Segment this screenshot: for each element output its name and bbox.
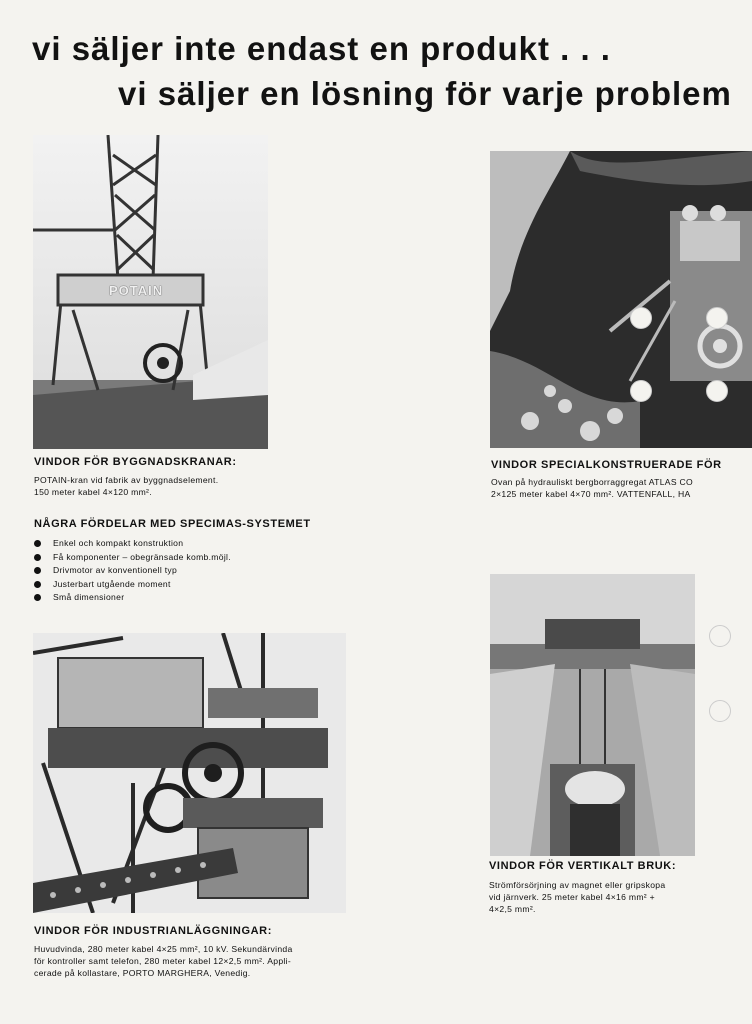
caption-line: 4×2,5 mm².: [489, 904, 536, 914]
heading-vertikalt: VINDOR FÖR VERTIKALT BRUK:: [489, 860, 677, 872]
bullet-icon: [34, 554, 41, 561]
punch-hole: [630, 380, 652, 402]
caption-line: cerade på kollastare, PORTO MARGHERA, Venedig.: [34, 968, 251, 978]
caption-line: vid järnverk. 25 meter kabel 4×16 mm² +: [489, 892, 655, 902]
punch-hole: [706, 380, 728, 402]
list-item: [34, 591, 231, 605]
list-item: [34, 578, 231, 592]
bullet-icon: [34, 581, 41, 588]
caption-vertikalt: [489, 879, 665, 915]
heading-industri: VINDOR FÖR INDUSTRIANLÄGGNINGAR:: [34, 925, 272, 937]
list-item-text: Små dimensioner: [53, 592, 125, 603]
caption-line: för kontroller samt telefon, 280 meter kabel 12×2,5 mm². Appli-: [34, 956, 292, 966]
list-item-text: Justerbart utgående moment: [53, 578, 171, 589]
bullet-icon: [34, 594, 41, 601]
crane-sign: POTAIN: [109, 283, 164, 298]
punch-hole: [706, 307, 728, 329]
headline-line-2: vi säljer en lösning för varje problem: [118, 75, 732, 112]
list-item-text: Enkel och kompakt konstruktion: [53, 538, 184, 548]
punch-hole: [709, 700, 731, 722]
list-item: [34, 551, 231, 565]
caption-line: POTAIN-kran vid fabrik av byggnadselement.: [34, 475, 219, 485]
heading-special: VINDOR SPECIALKONSTRUERADE FÖR: [491, 459, 722, 471]
caption-line: Ovan på hydrauliskt bergborraggregat ATLAS CO: [491, 477, 694, 487]
caption-byggnadskranar: [34, 474, 218, 498]
caption-line: 2×125 meter kabel 4×70 mm². VATTENFALL, HA: [491, 489, 691, 499]
advantages-list: [34, 537, 231, 605]
list-item: [34, 537, 231, 551]
caption-industri: [34, 943, 293, 979]
photo-steelworks: [490, 574, 695, 856]
caption-special: [491, 476, 693, 500]
caption-line: 150 meter kabel 4×120 mm².: [34, 487, 152, 497]
headline-line-1: vi säljer inte endast en produkt . . .: [32, 30, 611, 67]
list-item-text: Få komponenter – obegränsade komb.möjl.: [53, 551, 231, 562]
list-item: [34, 564, 231, 578]
heading-advantages: NÅGRA FÖRDELAR MED SPECIMAS-SYSTEMET: [34, 518, 311, 530]
bullet-icon: [34, 540, 41, 547]
list-item-text: Drivmotor av konventionell typ: [53, 565, 178, 576]
photo-building-crane: [33, 135, 268, 449]
caption-line: Strömförsörjning av magnet eller gripskopa: [489, 880, 666, 890]
punch-hole: [630, 307, 652, 329]
punch-hole: [709, 625, 731, 647]
photo-coal-loader: [33, 633, 346, 913]
photo-drilling-rig: [490, 151, 752, 448]
caption-line: Huvudvinda, 280 meter kabel 4×25 mm², 10 kV. Sekundärvinda: [34, 944, 293, 954]
bullet-icon: [34, 567, 41, 574]
heading-byggnadskranar: VINDOR FÖR BYGGNADSKRANAR:: [34, 456, 237, 468]
